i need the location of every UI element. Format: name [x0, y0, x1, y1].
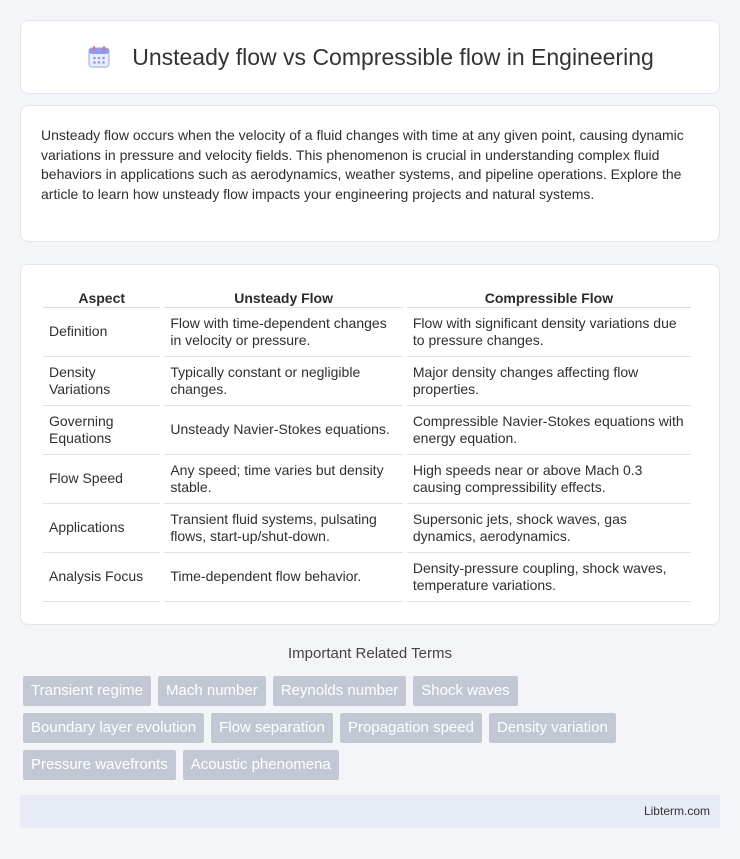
tag-propagation-speed[interactable]: Propagation speed	[340, 713, 482, 743]
table-cell: Supersonic jets, shock waves, gas dynamics, aerodynamics.	[407, 504, 691, 553]
table-row	[43, 455, 691, 504]
table-cell: Density-pressure coupling, shock waves, temperature variations.	[407, 553, 691, 602]
tag-acoustic-phenomena[interactable]: Acoustic phenomena	[183, 750, 339, 780]
table-cell: Applications	[43, 504, 160, 553]
intro-card	[20, 105, 720, 242]
tag-density-variation[interactable]: Density variation	[489, 713, 616, 743]
table-cell: Density Variations	[43, 357, 160, 406]
header-unsteady-flow: Unsteady Flow	[164, 287, 403, 308]
intro-text: Unsteady flow occurs when the velocity of a fluid changes with time at any given point, causing dynamic variations in pressure and velocity fields. This phenomenon is crucial in understanding complex fluid behaviors in applications such as aerodynamics, weather systems, and pipeline operations. Explore the article to learn how unsteady flow impacts your engineering projects and natural systems.	[41, 127, 684, 202]
table-row	[43, 504, 691, 553]
tag-shock-waves[interactable]: Shock waves	[413, 676, 517, 706]
table-row	[43, 308, 691, 357]
table-cell: Flow with time-dependent changes in velocity or pressure.	[164, 308, 403, 357]
related-terms-tags	[23, 676, 723, 787]
footer-site-link[interactable]: Libterm.com	[643, 804, 710, 818]
table-cell: Compressible Navier-Stokes equations with energy equation.	[407, 406, 691, 455]
related-terms-title: Important Related Terms	[288, 645, 452, 662]
header-compressible-flow: Compressible Flow	[407, 287, 691, 308]
tag-boundary-layer-evolution[interactable]: Boundary layer evolution	[23, 713, 204, 743]
tag-flow-separation[interactable]: Flow separation	[211, 713, 333, 743]
tag-row	[23, 750, 723, 780]
table-cell: Governing Equations	[43, 406, 160, 455]
table-cell: Flow with significant density variations due to pressure changes.	[407, 308, 691, 357]
table-cell: Any speed; time varies but density stable.	[164, 455, 403, 504]
tag-row	[23, 713, 723, 743]
table-cell: Time-dependent flow behavior.	[164, 553, 403, 602]
tag-row	[23, 676, 723, 706]
tag-transient-regime[interactable]: Transient regime	[23, 676, 151, 706]
tag-mach-number[interactable]: Mach number	[158, 676, 266, 706]
comparison-table-card	[20, 264, 720, 625]
table-cell: Transient fluid systems, pulsating flows, start-up/shut-down.	[164, 504, 403, 553]
table-cell: Major density changes affecting flow properties.	[407, 357, 691, 406]
table-row	[43, 406, 691, 455]
table-cell: Unsteady Navier-Stokes equations.	[164, 406, 403, 455]
tag-pressure-wavefronts[interactable]: Pressure wavefronts	[23, 750, 176, 780]
table-cell: Analysis Focus	[43, 553, 160, 602]
table-cell: Definition	[43, 308, 160, 357]
calendar-icon	[86, 44, 112, 70]
page-title: Unsteady flow vs Compressible flow in Engineering	[132, 43, 654, 70]
table-row	[43, 357, 691, 406]
table-cell: Typically constant or negligible changes.	[164, 357, 403, 406]
tag-reynolds-number[interactable]: Reynolds number	[273, 676, 407, 706]
header-aspect: Aspect	[43, 287, 160, 308]
table-row	[43, 553, 691, 602]
comparison-table	[39, 287, 695, 602]
table-cell: High speeds near or above Mach 0.3 causing compressibility effects.	[407, 455, 691, 504]
table-header-row	[43, 287, 691, 308]
header-card	[20, 20, 720, 94]
table-cell: Flow Speed	[43, 455, 160, 504]
footer	[20, 795, 720, 828]
